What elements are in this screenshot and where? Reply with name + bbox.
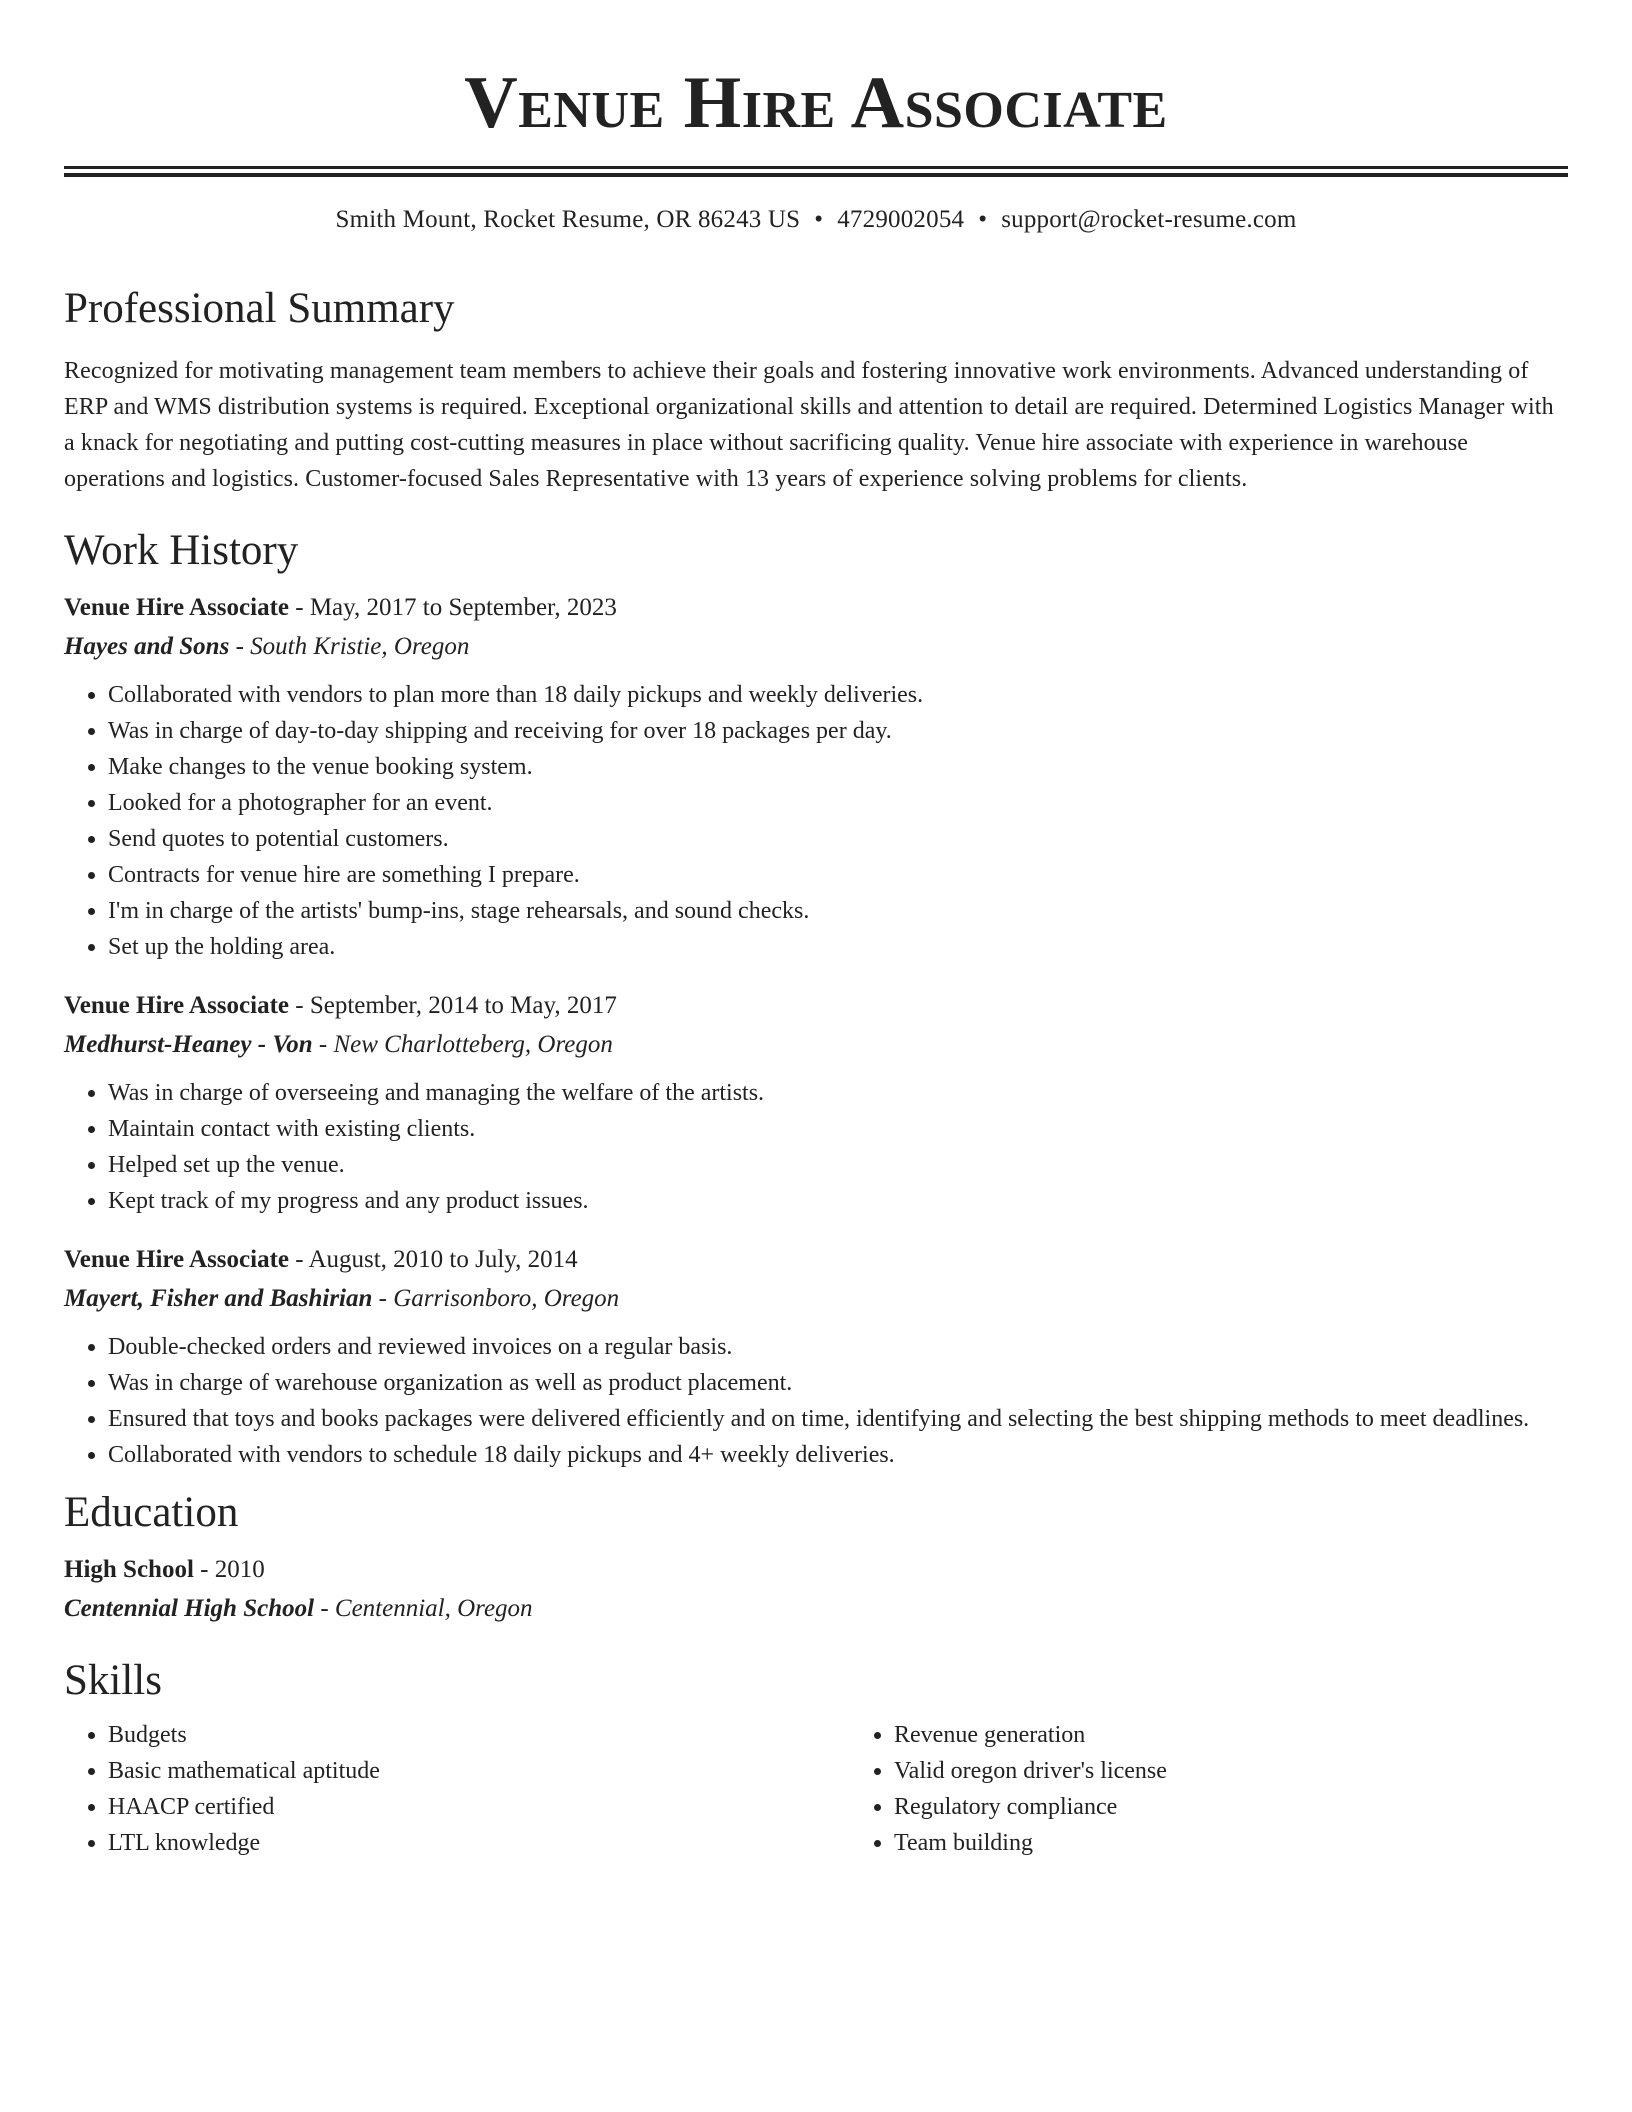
job-location: - Garrisonboro, Oregon <box>372 1285 620 1312</box>
contact-line <box>64 203 1568 237</box>
education-entry <box>64 1551 1568 1629</box>
job-dates: - September, 2014 to May, 2017 <box>289 992 617 1019</box>
job-entry <box>64 589 1568 965</box>
job-location: - South Kristie, Oregon <box>229 633 470 660</box>
job-duty: • Collaborated with vendors to plan more than 18 daily pickups and weekly deliveries. <box>108 677 1568 713</box>
resume-page <box>64 0 1568 1861</box>
job-company: Medhurst-Heaney - Von <box>64 1031 313 1058</box>
contact-email: support@rocket-resume.com <box>1001 206 1297 233</box>
skill-item: • Budgets <box>108 1717 850 1753</box>
job-company: Mayert, Fisher and Bashirian <box>64 1285 373 1312</box>
job-duty: • Helped set up the venue. <box>108 1147 1568 1183</box>
job-duty: • Was in charge of overseeing and managing the welfare of the artists. <box>108 1075 1568 1111</box>
skill-item: • Basic mathematical aptitude <box>108 1753 850 1789</box>
summary-text: Recognized for motivating management team members to achieve their goals and fostering innovative work environments. Advanced understanding of ERP and WMS distribution systems is required. Exceptional organizational skills and attention to detail are required. Determined Logistics Manager with a knack for negotiating and putting cost-cutting measures in place without sacrificing quality. Venue hire associate with experience in warehouse operations and logistics. Customer-focused Sales Representative with 13 years of experience solving problems for clients. <box>64 358 1554 492</box>
job-company-line <box>64 1279 1568 1319</box>
job-entry <box>64 1241 1568 1473</box>
job-title-line <box>64 987 1568 1025</box>
job-company-line <box>64 1025 1568 1065</box>
contact-separator: • <box>814 206 824 233</box>
job-duties-list <box>64 1329 1568 1473</box>
resume-name: Venue Hire Associate <box>464 62 1168 144</box>
education-school-line <box>64 1589 1568 1629</box>
education-degree-line <box>64 1551 1568 1589</box>
education-school: Centennial High School <box>64 1595 315 1622</box>
job-duty: • Contracts for venue hire are something I prepare. <box>108 857 1568 893</box>
contact-separator: • <box>978 206 988 233</box>
education-year: - 2010 <box>193 1556 265 1583</box>
contact-address: Smith Mount, Rocket Resume, OR 86243 US <box>335 206 801 233</box>
job-duties-list <box>64 1075 1568 1219</box>
job-duty: • I'm in charge of the artists' bump-ins, stage rehearsals, and sound checks. <box>108 893 1568 929</box>
job-title-line <box>64 1241 1568 1279</box>
header-double-rule <box>64 166 1568 177</box>
skill-item: • Regulatory compliance <box>894 1789 1632 1825</box>
job-duty: • Kept track of my progress and any product issues. <box>108 1183 1568 1219</box>
job-duty: • Set up the holding area. <box>108 929 1568 965</box>
job-duty: • Double-checked orders and reviewed invoices on a regular basis. <box>108 1329 1568 1365</box>
job-company-line <box>64 627 1568 667</box>
job-role: Venue Hire Associate <box>64 594 289 621</box>
skill-item: • Revenue generation <box>894 1717 1632 1753</box>
skills-columns <box>64 1717 1568 1861</box>
job-duty: • Looked for a photographer for an event. <box>108 785 1568 821</box>
education-location: - Centennial, Oregon <box>314 1595 533 1622</box>
skill-item: • HAACP certified <box>108 1789 850 1825</box>
skills-list-left <box>64 1717 850 1861</box>
job-duty: • Was in charge of day-to-day shipping and receiving for over 18 packages per day. <box>108 713 1568 749</box>
job-company: Hayes and Sons <box>64 633 230 660</box>
education-degree: High School <box>64 1556 194 1583</box>
job-duty: • Make changes to the venue booking system. <box>108 749 1568 785</box>
section-title-summary: Professional Summary <box>64 285 455 332</box>
job-title-line <box>64 589 1568 627</box>
job-role: Venue Hire Associate <box>64 992 289 1019</box>
job-dates: - May, 2017 to September, 2023 <box>289 594 617 621</box>
job-duty: • Was in charge of warehouse organization as well as product placement. <box>108 1365 1568 1401</box>
job-duty: • Ensured that toys and books packages were delivered efficiently and on time, identifying and selecting the best shipping methods to meet deadlines. <box>108 1401 1568 1437</box>
skill-item: • Valid oregon driver's license <box>894 1753 1632 1789</box>
job-duties-list <box>64 677 1568 965</box>
section-title-work-history: Work History <box>64 527 299 574</box>
section-title-skills: Skills <box>64 1657 162 1704</box>
skills-list-right <box>850 1717 1632 1861</box>
section-title-education: Education <box>64 1489 239 1536</box>
job-location: - New Charlotteberg, Oregon <box>312 1031 613 1058</box>
skill-item: • Team building <box>894 1825 1632 1861</box>
job-dates: - August, 2010 to July, 2014 <box>289 1246 578 1273</box>
job-duty: • Send quotes to potential customers. <box>108 821 1568 857</box>
contact-phone: 4729002054 <box>837 206 965 233</box>
job-role: Venue Hire Associate <box>64 1246 289 1273</box>
skill-item: • LTL knowledge <box>108 1825 850 1861</box>
job-duty: • Maintain contact with existing clients. <box>108 1111 1568 1147</box>
job-duty: • Collaborated with vendors to schedule 18 daily pickups and 4+ weekly deliveries. <box>108 1437 1568 1473</box>
job-entry <box>64 987 1568 1219</box>
